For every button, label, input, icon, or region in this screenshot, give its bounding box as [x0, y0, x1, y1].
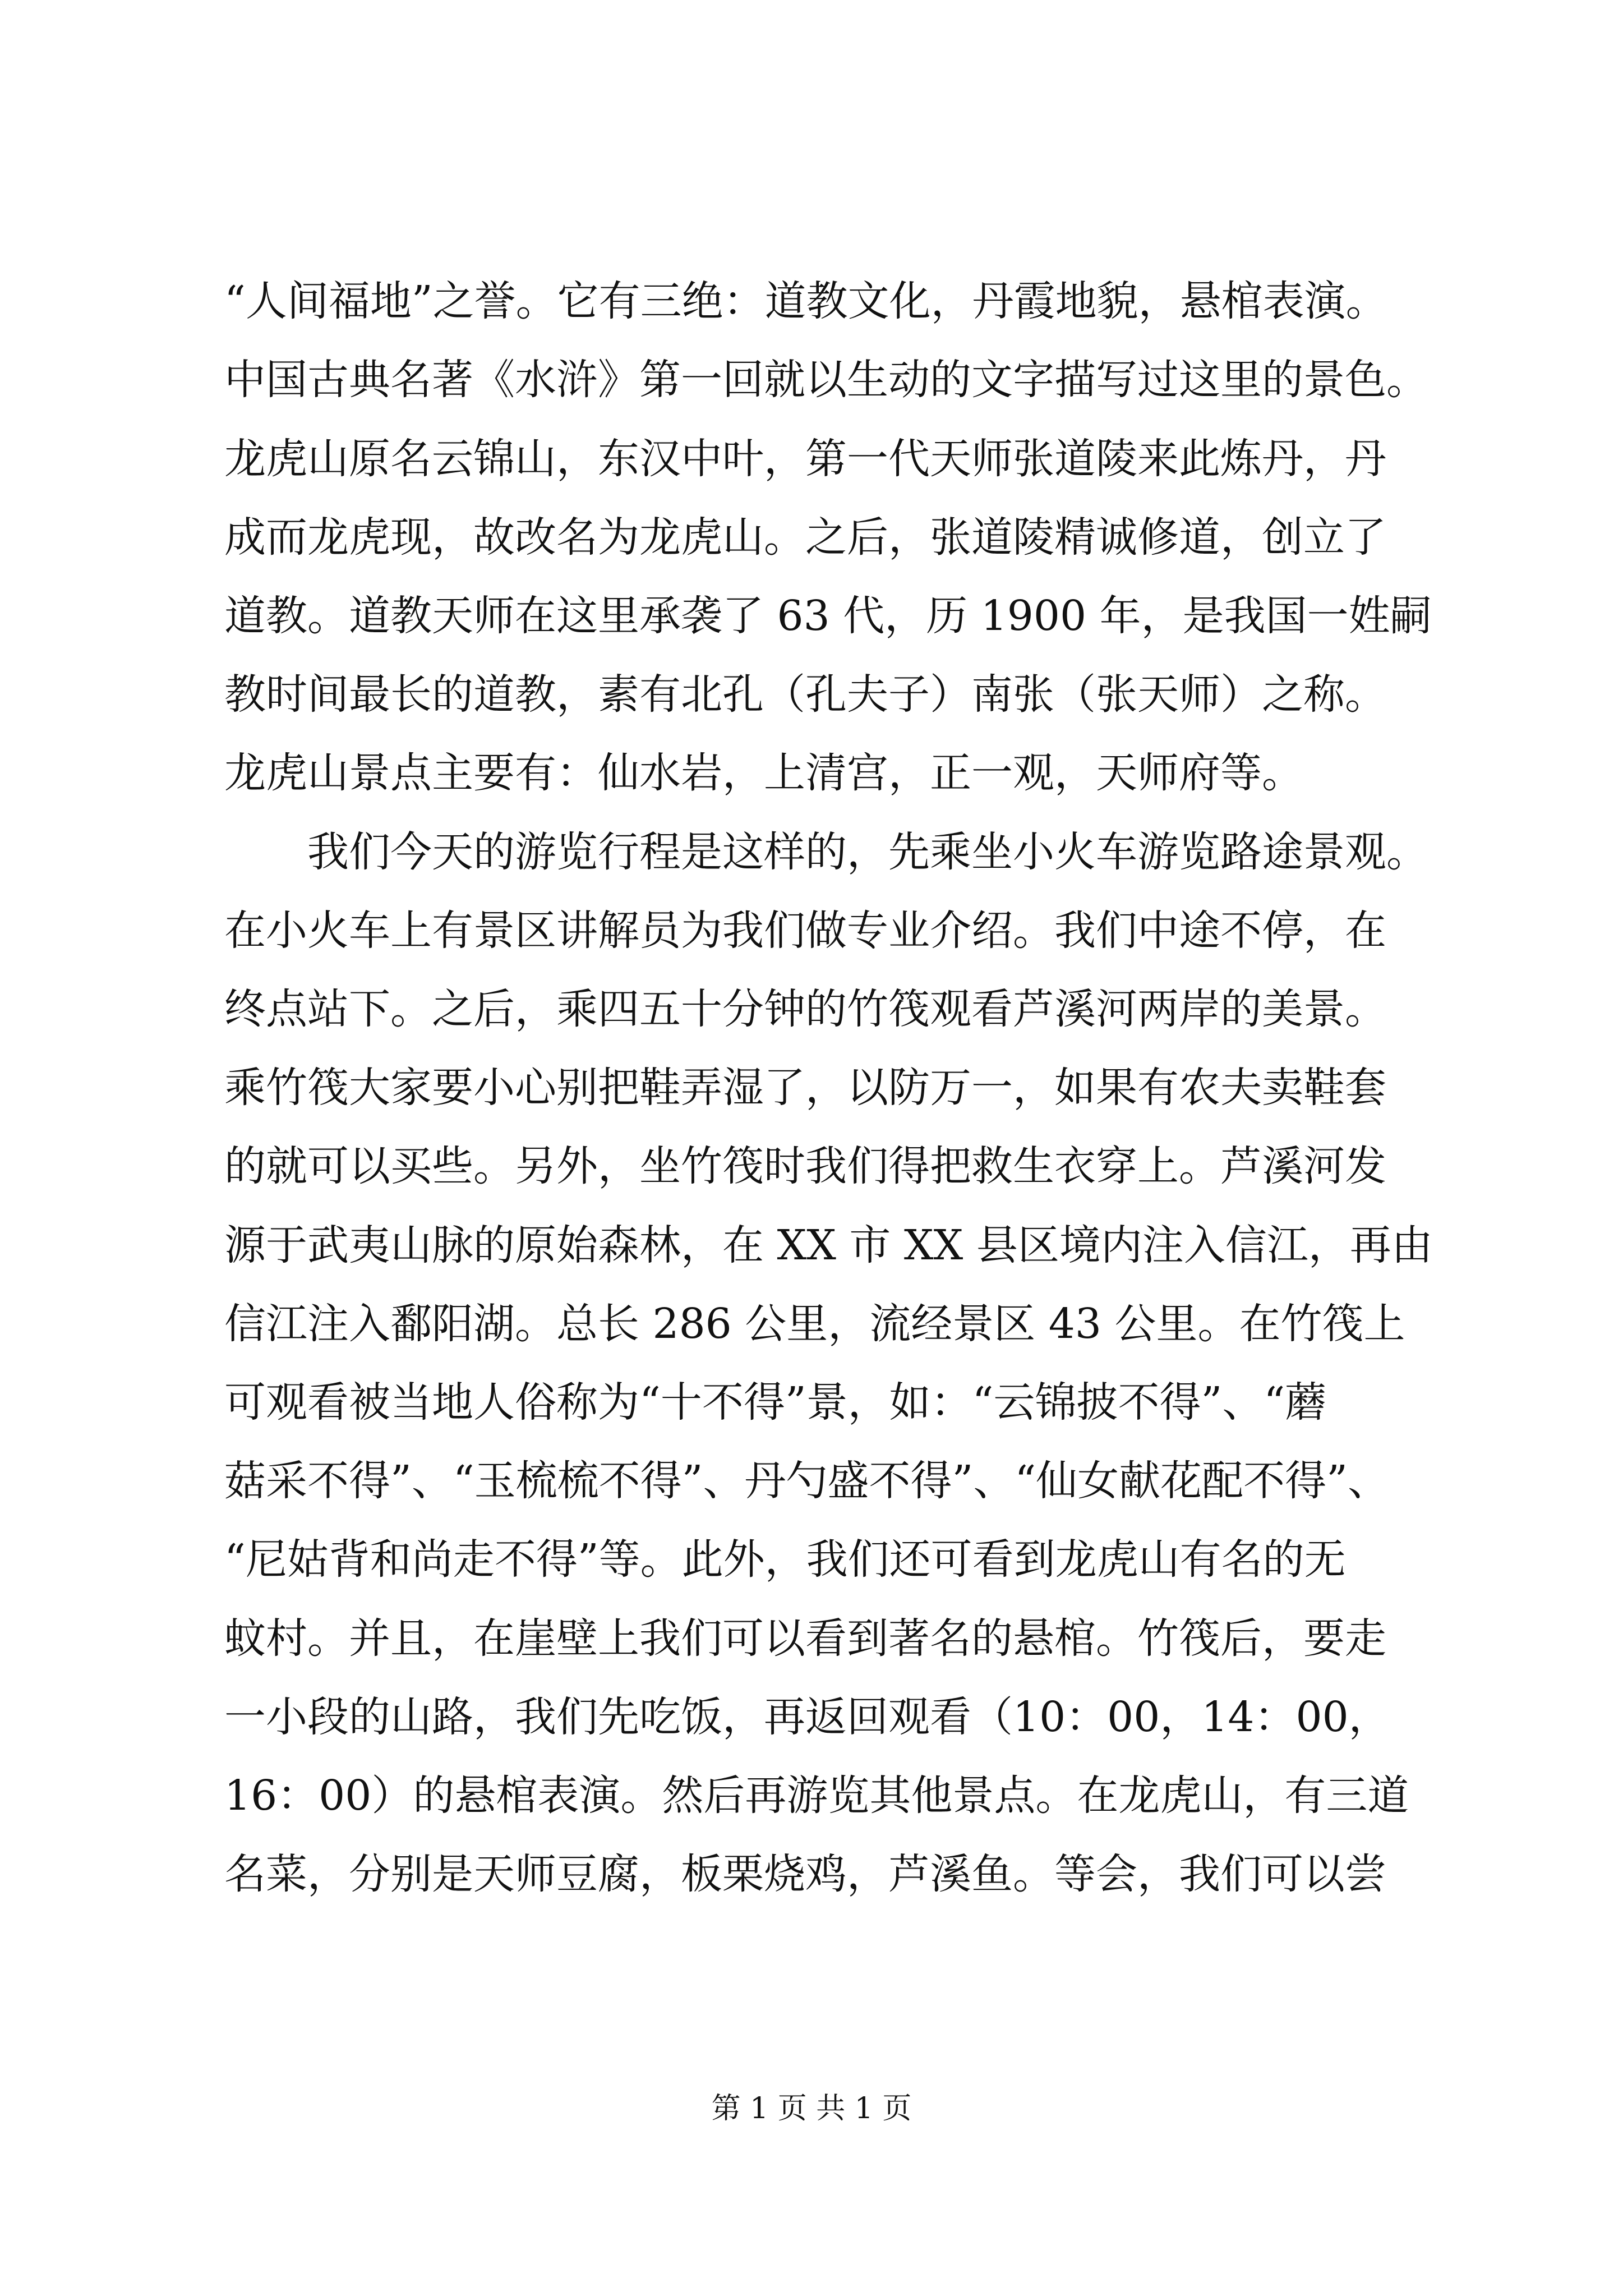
- text-line: 龙虎山原名云锦山，东汉中叶，第一代天师张道陵来此炼丹，丹: [224, 435, 1386, 483]
- text-line: 可观看被当地人俗称为“十不得”景，如：“云锦披不得”、“蘑: [224, 1378, 1327, 1427]
- text-line: 一小段的山路，我们先吃饭，再返回观看（10：00，14：00，: [224, 1693, 1390, 1741]
- text-line: 的就可以买些。另外，坐竹筏时我们得把救生衣穿上。芦溪河发: [224, 1142, 1386, 1190]
- text-line: 中国古典名著《水浒》第一回就以生动的文字描写过这里的景色。: [224, 356, 1428, 404]
- text-line: 道教。道教天师在这里承袭了 63 代，历 1900 年，是我国一姓嗣: [224, 592, 1432, 640]
- text-line: 我们今天的游览行程是这样的，先乘坐小火车游览路途景观。: [224, 828, 1428, 876]
- text-line: 在小火车上有景区讲解员为我们做专业介绍。我们中途不停，在: [224, 907, 1386, 955]
- text-line: 信江注入鄱阳湖。总长 286 公里，流经景区 43 公里。在竹筏上: [224, 1300, 1405, 1348]
- text-line: 菇采不得”、“玉梳梳不得”、丹勺盛不得”、“仙女献花配不得”、: [224, 1457, 1389, 1505]
- text-line: 名菜，分别是天师豆腐，板栗烧鸡，芦溪鱼。等会，我们可以尝: [224, 1850, 1386, 1898]
- text-line: “尼姑背和尚走不得”等。此外，我们还可看到龙虎山有名的无: [224, 1535, 1346, 1584]
- text-line: 教时间最长的道教，素有北孔（孔夫子）南张（张天师）之称。: [224, 670, 1386, 719]
- text-line: “人间福地”之誉。它有三绝：道教文化，丹霞地貌，悬棺表演。: [224, 277, 1387, 325]
- text-line: 龙虎山景点主要有：仙水岩，上清宫，正一观，天师府等。: [224, 749, 1303, 797]
- text-line: 终点站下。之后，乘四五十分钟的竹筏观看芦溪河两岸的美景。: [224, 985, 1386, 1033]
- text-line: 源于武夷山脉的原始森林，在 XX 市 XX 县区境内注入信江，再由: [224, 1221, 1433, 1269]
- page-number-footer: 第 1 页 共 1 页: [711, 2092, 912, 2125]
- text-line: 16：00）的悬棺表演。然后再游览其他景点。在龙虎山，有三道: [224, 1772, 1409, 1820]
- text-line: 成而龙虎现，故改名为龙虎山。之后，张道陵精诚修道，创立了: [224, 513, 1386, 562]
- text-line: 蚊村。并且，在崖壁上我们可以看到著名的悬棺。竹筏后，要走: [224, 1614, 1386, 1663]
- text-line: 乘竹筏大家要小心别把鞋弄湿了，以防万一，如果有农夫卖鞋套: [224, 1064, 1386, 1112]
